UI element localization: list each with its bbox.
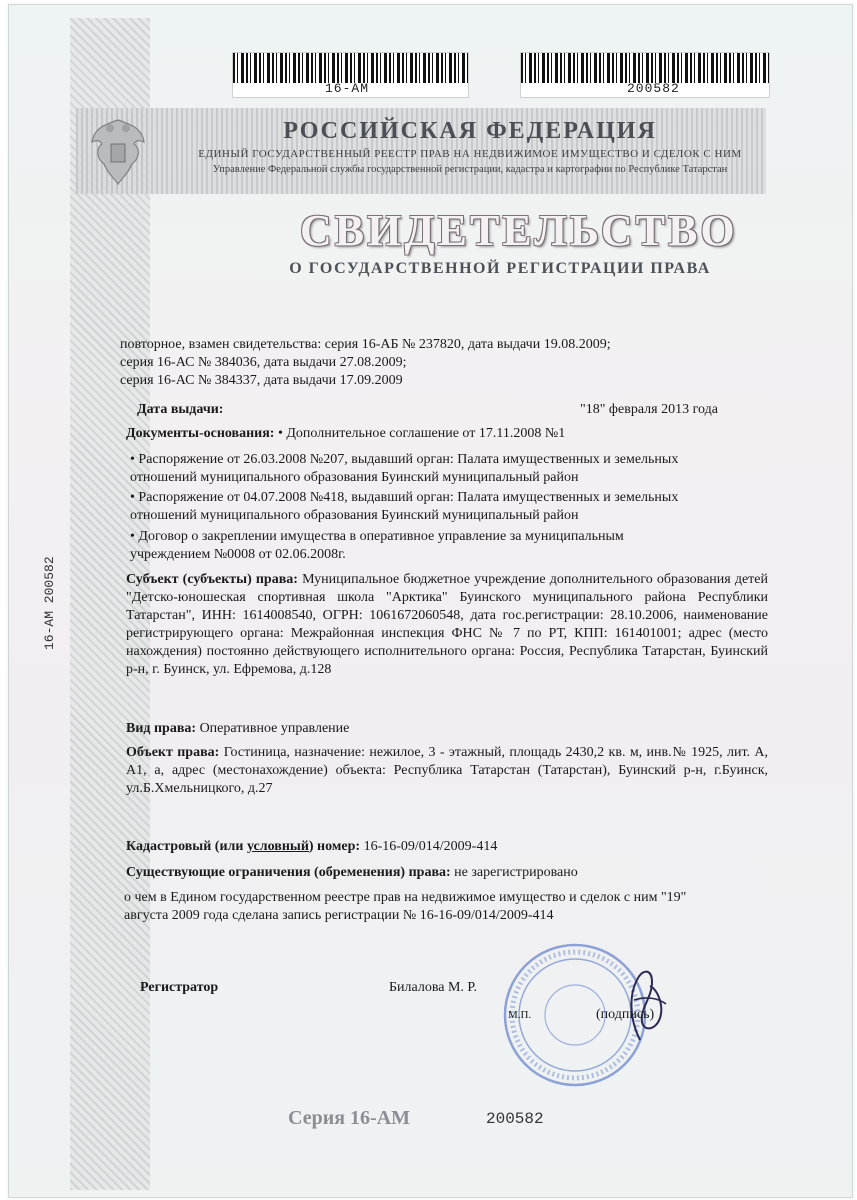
barcode-right-number: 200582 bbox=[627, 81, 680, 96]
registrar-label: Регистратор bbox=[140, 980, 219, 995]
restrictions-line bbox=[126, 864, 578, 882]
registrar-name: Билалова М. Р. bbox=[389, 980, 477, 995]
issue-date-value: "18" февраля 2013 года bbox=[580, 402, 718, 417]
previous-line-2: серия 16-АС № 384036, дата выдачи 27.08.2009; bbox=[120, 355, 407, 370]
side-serial-number: 16-АМ 200582 bbox=[42, 556, 57, 650]
registry-heading: ЕДИНЫЙ ГОСУДАРСТВЕННЫЙ РЕЕСТР ПРАВ НА НЕДВИЖИМОЕ ИМУЩЕСТВО И СДЕЛОК С НИМ bbox=[198, 148, 742, 160]
documents-label: Документы-основания: bbox=[126, 426, 275, 441]
country-heading: РОССИЙСКАЯ ФЕДЕРАЦИЯ bbox=[283, 118, 657, 144]
previous-line-1: повторное, взамен свидетельства: серия 16-АБ № 237820, дата выдачи 19.08.2009; bbox=[120, 337, 611, 352]
subject-label: Субъект (субъекты) права: bbox=[126, 572, 298, 587]
seal-mark: М.П. bbox=[508, 1009, 532, 1021]
coat-of-arms-icon bbox=[86, 114, 150, 188]
object-text: Гостиница, назначение: нежилое, 3 - этажный, площадь 2430,2 кв. м, инв.№ 1925, лит. А, А1, а, адрес (местонахождение) объекта: Республика Татарстан (Татарстан), Буинский р-н, г.Буинск, ул.Б.Хмельницкого, д.27 bbox=[126, 745, 769, 796]
cadastral-value: 16-16-09/014/2009-414 bbox=[363, 839, 498, 854]
signature-scribble-icon bbox=[600, 960, 690, 1050]
object-label: Объект права: bbox=[126, 745, 220, 760]
barcode-left bbox=[232, 52, 469, 98]
barcode-left-bars bbox=[233, 53, 468, 83]
object-paragraph bbox=[126, 744, 768, 798]
document-item-1-line-2: отношений муниципального образования Буинский муниципальный район bbox=[130, 470, 579, 485]
right-type-value: Оперативное управление bbox=[199, 721, 350, 736]
cadastral-line bbox=[126, 838, 497, 856]
right-type-label: Вид права: bbox=[126, 721, 197, 736]
right-type-line bbox=[126, 720, 349, 738]
restrictions-value: не зарегистрировано bbox=[454, 865, 578, 880]
footer-series: Серия 16-АМ bbox=[288, 1107, 411, 1129]
document-item-2-line-2: отношений муниципального образования Буинский муниципальный район bbox=[130, 508, 579, 523]
document-item-3-line-2: учреждением №0008 от 02.06.2008г. bbox=[130, 547, 346, 562]
certificate-title: СВИДЕТЕЛЬСТВО bbox=[300, 206, 738, 255]
document-item-1-line-1: • Распоряжение от 26.03.2008 №207, выдавший орган: Палата имущественных и земельных bbox=[130, 452, 679, 467]
previous-line-3: серия 16-АС № 384337, дата выдачи 17.09.2009 bbox=[120, 373, 403, 388]
document-item-2-line-1: • Распоряжение от 04.07.2008 №418, выдавший орган: Палата имущественных и земельных bbox=[130, 490, 679, 505]
subject-paragraph bbox=[126, 571, 768, 679]
issue-date-label: Дата выдачи: bbox=[137, 402, 224, 417]
signature-caption: (подпись) bbox=[596, 1007, 655, 1022]
restrictions-label: Существующие ограничения (обременения) права: bbox=[126, 865, 451, 880]
footer-number: 200582 bbox=[486, 1110, 544, 1128]
service-heading: Управление Федеральной службы государственной регистрации, кадастра и картографии по Республике Татарстан bbox=[212, 164, 728, 175]
barcode-left-number: 16-АМ bbox=[325, 81, 370, 96]
subject-text: Муниципальное бюджетное учреждение дополнительного образования детей "Детско-юношеская спортивная школа "Арктика" Буинского муниципального района Республики Татарстан", ИНН: 1614008540, ОГРН: 1061672060548, дата гос.регистрации: 28.10.2006, наименование регистрирующего органа: Межрайонная инспекция ФНС № 7 по РТ, КПП: 161401001; адрес (место нахождения) постоянно действующего исполнительного органа: Россия, Республика Татарстан, Буинский р-н, г. Буинск, ул. Ефремова, д.128 bbox=[126, 572, 768, 677]
documents-first: • Дополнительное соглашение от 17.11.2008 №1 bbox=[277, 426, 566, 441]
certificate-subtitle: О ГОСУДАРСТВЕННОЙ РЕГИСТРАЦИИ ПРАВА bbox=[289, 260, 711, 277]
barcode-right-bars bbox=[521, 53, 769, 83]
record-line-2: августа 2009 года сделана запись регистрации № 16-16-09/014/2009-414 bbox=[124, 908, 554, 923]
cadastral-label-c: ) номер: bbox=[308, 839, 361, 854]
cadastral-label-a: Кадастровый (или bbox=[126, 839, 244, 854]
cadastral-label-b: условный bbox=[246, 839, 309, 854]
documents-line bbox=[126, 425, 565, 443]
record-line-1: о чем в Едином государственном реестре прав на недвижимое имущество и сделок с ним "19" bbox=[124, 890, 687, 905]
document-item-3-line-1: • Договор о закреплении имущества в оперативное управление за муниципальным bbox=[130, 529, 624, 544]
barcode-right bbox=[520, 52, 770, 98]
